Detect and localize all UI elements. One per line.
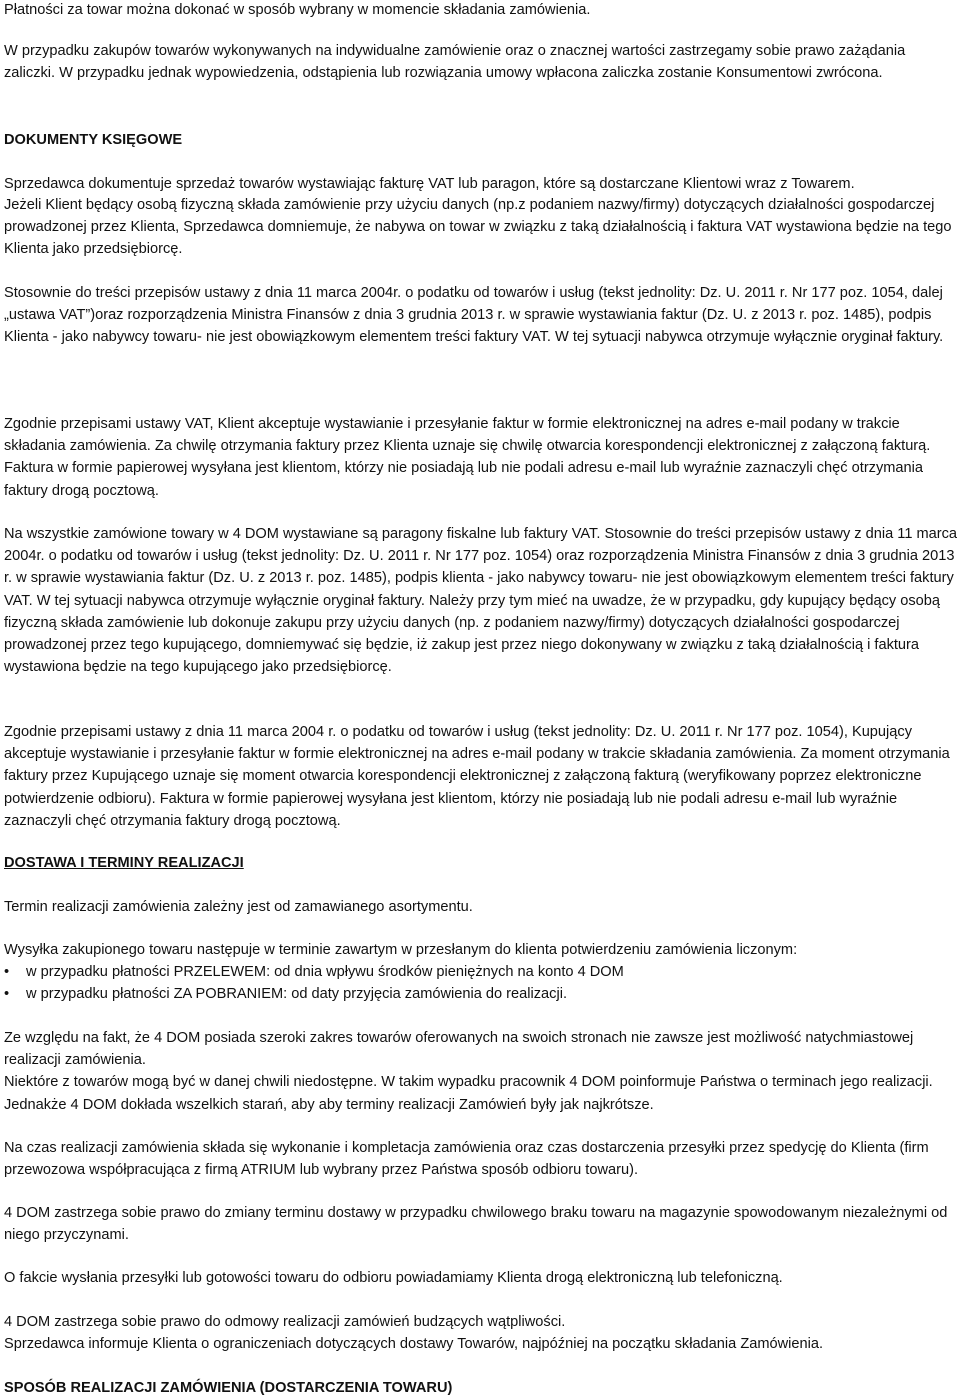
receipts-paragraph: Na wszystkie zamówione towary w 4 DOM wystawiane są paragony fiskalne lub faktury VAT. Stosownie do treści przepisów ustawy z dnia 11 marca 2004r. o podatku od towarów i usług (tekst jednolity: Dz. U. 2011 r. Nr 177 poz. 1054) oraz rozporządzenia Ministra Finansów z dnia 3 grudnia 2013 r. w sprawie wystawiania faktur (Dz. U. z 2013 r. poz. 1485), podpis klienta - jako nabywcy towaru- nie jest obowiązkowym elementem treści faktury VAT. W tej sytuacji nabywca otrzymuje wyłącznie oryginał faktury. Należy przy tym mieć na uwadze, że w przypadku, gdy kupujący będący osobą fizyczną składa zamówienie lub dokonuje zakupu przy użyciu danych (np. z podaniem nazwy/firmy) dotyczących działalności gospodarczej prowadzonej przez tego kupującego, domniemywać się będzie, iż zakup jest przez niego dokonywany w związku z taką działalnością i faktura wystawiona będzie na tego kupującego jako przedsiębiorcę. bbox=[4, 526, 958, 676]
intro-section bbox=[4, 0, 958, 21]
fulfillment-heading-block bbox=[4, 1377, 958, 1399]
delivery-heading: DOSTAWA I TERMINY REALIZACJI bbox=[4, 855, 244, 871]
payment-method-paragraph: Płatności za towar można dokonać w sposób wybrany w momencie składania zamówienia. bbox=[4, 2, 591, 18]
accounting-heading: DOKUMENTY KSIĘGOWE bbox=[4, 132, 183, 148]
e-invoice-paragraph: Zgodnie przepisami ustawy VAT, Klient akceptuje wystawianie i przesyłanie faktur w formie elektronicznej na adres e-mail podany w trakcie składania zamówienia. Za chwilę otrzymania faktury przez Klienta uznaje się chwilę otwarcia korespondencji elektronicznej z załączoną fakturą. Faktura w formie papierowej wysyłana jest klientom, którzy nie posiadają lub nie podali adresu e-mail lub wyraźnie zaznaczyli chęć otrzymania faktury drogą pocztową. bbox=[4, 416, 931, 499]
e-invoice-consent-block bbox=[4, 721, 958, 832]
list-item-text: w przypadku płatności PRZELEWEM: od dnia wpływu środków pieniężnych na konto 4 DOM bbox=[26, 964, 624, 981]
shipping-terms-list bbox=[4, 961, 958, 1005]
e-invoice-block bbox=[4, 413, 958, 502]
accounting-heading-block bbox=[4, 129, 958, 151]
delivery-heading-block bbox=[4, 852, 958, 874]
advance-payment-block bbox=[4, 40, 958, 84]
notification-block bbox=[4, 1267, 958, 1289]
shipping-paragraph: Wysyłka zakupionego towaru następuje w terminie zawartym w przesłanym do klienta potwierdzeniu zamówienia liczonym: bbox=[4, 942, 798, 958]
delivery-change-block bbox=[4, 1202, 958, 1246]
list-item bbox=[4, 983, 958, 1005]
invoice-block bbox=[4, 173, 958, 195]
list-item-text: w przypadku płatności ZA POBRANIEM: od daty przyjęcia zamówienia do realizacji. bbox=[26, 986, 568, 1003]
fulfillment-heading: SPOSÓB REALIZACJI ZAMÓWIENIA (DOSTARCZENIA TOWARU) bbox=[4, 1380, 453, 1396]
refusal-block bbox=[4, 1311, 958, 1355]
lead-time-paragraph: Termin realizacji zamówienia zależny jest od zamawianego asortymentu. bbox=[4, 899, 473, 915]
receipts-block bbox=[4, 523, 958, 678]
lead-time-block bbox=[4, 896, 958, 918]
notification-paragraph: O fakcie wysłania przesyłki lub gotowości towaru do odbioru powiadamiamy Klienta drogą elektroniczną lub telefoniczną. bbox=[4, 1270, 783, 1286]
refusal-paragraph: 4 DOM zastrzega sobie prawo do odmowy realizacji zamówień budzących wątpliwości. bbox=[4, 1314, 566, 1330]
restrictions-paragraph: Sprzedawca informuje Klienta o ograniczeniach dotyczących dostawy Towarów, najpóźniej na początku składania Zamówienia. bbox=[4, 1336, 824, 1353]
list-item bbox=[4, 961, 958, 983]
e-invoice-consent-paragraph: Zgodnie przepisami ustawy z dnia 11 marca 2004 r. o podatku od towarów i usług (tekst jednolity: Dz. U. 2011 r. Nr 177 poz. 1054), Kupujący akceptuje wystawianie i przesyłanie faktur w formie elektronicznej na adres e-mail podany w trakcie składania zamówienia. Za moment otrzymania faktury przez Kupującego uznaje się moment otwarcia korespondencji elektronicznej z załączoną fakturą (weryfikowany poprzez elektroniczne potwierdzenie odbioru). Faktura w formie papierowej wysyłana jest klientom, którzy nie posiadają lub nie podali adresu e-mail lub wyraźnie zaznaczyli chęć otrzymania faktury drogą pocztową. bbox=[4, 724, 950, 829]
shipping-block bbox=[4, 939, 958, 1006]
business-client-block bbox=[4, 194, 958, 261]
availability-block bbox=[4, 1027, 958, 1116]
advance-payment-paragraph: W przypadku zakupów towarów wykonywanych na indywidualne zamówienie oraz o znacznej wartości zastrzegamy sobie prawo zażądania zaliczki. W przypadku jednak wypowiedzenia, odstąpienia lub rozwiązania umowy wpłacona zaliczka zostanie Konsumentowi zwrócona. bbox=[4, 43, 906, 82]
delivery-change-paragraph: 4 DOM zastrzega sobie prawo do zmiany terminu dostawy w przypadku chwilowego braku towaru na magazynie spowodowanym niezależnymi od niego przyczynami. bbox=[4, 1205, 948, 1244]
fulfillment-time-block bbox=[4, 1137, 958, 1181]
invoice-paragraph: Sprzedawca dokumentuje sprzedaż towarów wystawiając fakturę VAT lub paragon, które są dostarczane Klientowi wraz z Towarem. bbox=[4, 176, 855, 192]
availability-paragraph: Ze względu na fakt, że 4 DOM posiada szeroki zakres towarów oferowanych na swoich stronach nie zawsze jest możliwość natychmiastowej realizacji zamówienia. bbox=[4, 1030, 914, 1069]
business-client-paragraph: Jeżeli Klient będący osobą fizyczną składa zamówienie przy użyciu danych (np.z podaniem nazwy/firmy) dotyczących działalności gospodarczej prowadzonej przez Klienta, Sprzedawca domniemuje, że nabywa on towar w związku z taką działalnością i faktura VAT wystawiona będzie na tego Klienta jako przedsiębiorcę. bbox=[4, 197, 952, 258]
bullet-icon: • bbox=[4, 964, 10, 981]
vat-law-paragraph: Stosownie do treści przepisów ustawy z dnia 11 marca 2004r. o podatku od towarów i usług (tekst jednolity: Dz. U. 2011 r. Nr 177 poz. 1054, dalej „ustawa VAT”)oraz rozporządzenia Ministra Finansów z dnia 3 grudnia 2013 r. w sprawie wystawiania faktur (Dz. U. z 2013 r. poz. 1485), podpis Klienta - jako nabywcy towaru- nie jest obowiązkowym elementem treści faktury VAT. W tej sytuacji nabywca otrzymuje wyłącznie oryginał faktury. bbox=[4, 285, 944, 346]
bullet-icon: • bbox=[4, 986, 10, 1003]
fulfillment-time-paragraph: Na czas realizacji zamówienia składa się wykonanie i kompletacja zamówienia oraz czas dostarczenia przesyłki przez spedycję do Klienta (firm przewozowa współpracująca z firmą ATRIUM lub wybrany przez Państwa sposób odbioru towaru). bbox=[4, 1140, 929, 1179]
vat-law-block bbox=[4, 282, 958, 349]
unavailable-paragraph: Niektóre z towarów mogą być w danej chwili niedostępne. W takim wypadku pracownik 4 DOM poinformuje Państwa o terminach jego realizacji. Jednakże 4 DOM dokłada wszelkich starań, aby aby terminy realizacji Zamówień były jak najkrótsze. bbox=[4, 1074, 933, 1113]
